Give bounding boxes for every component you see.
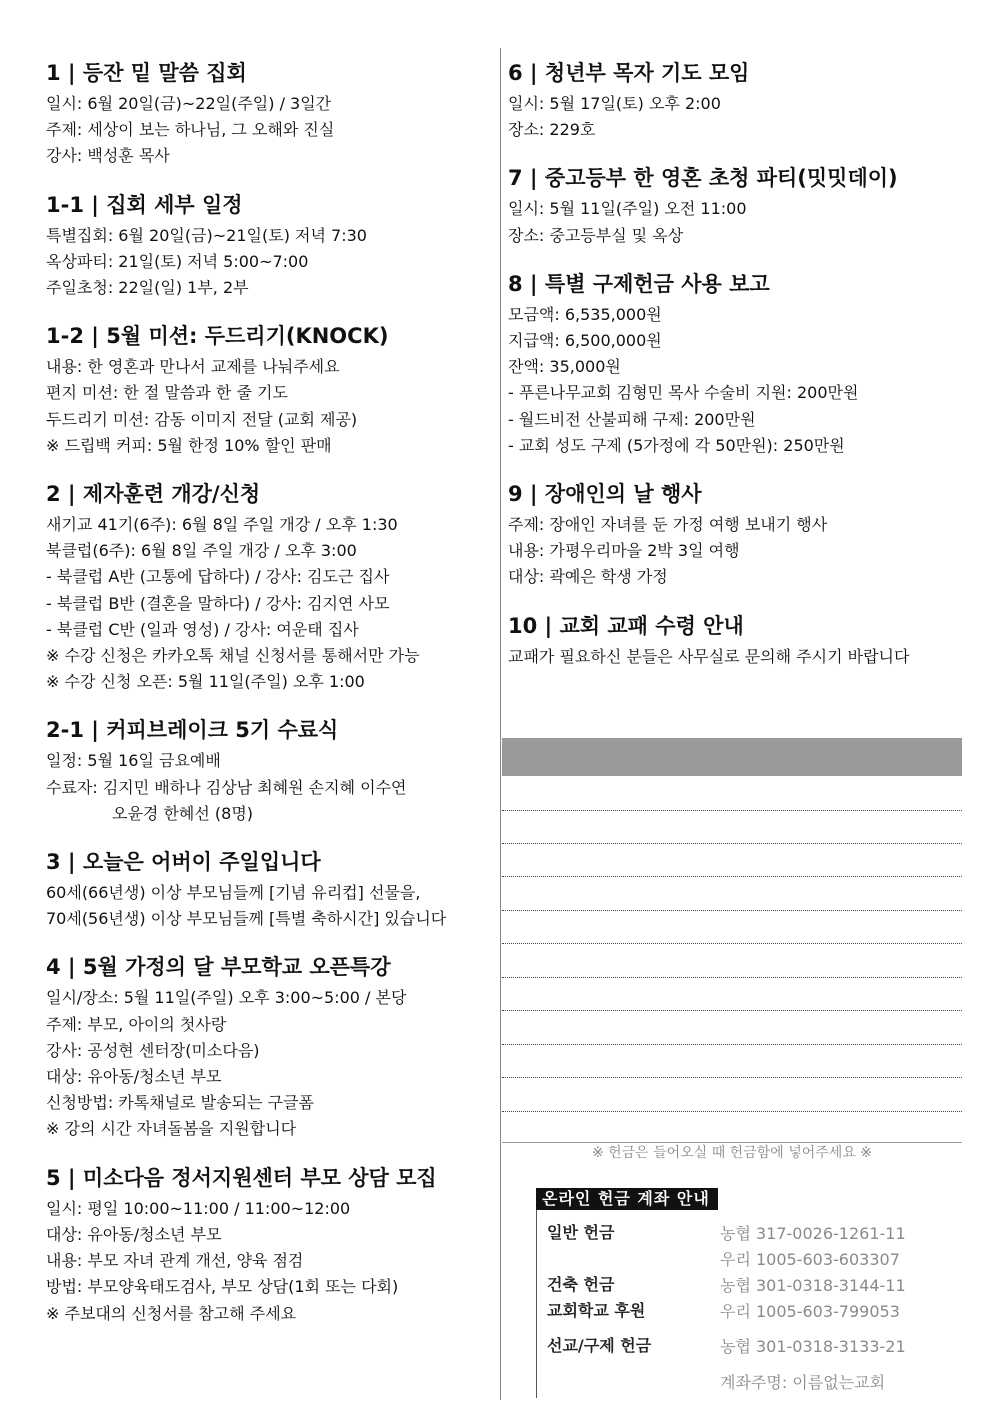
section-line: 지급액: 6,500,000원 [508, 331, 662, 351]
section-10 [508, 611, 962, 670]
section-line: 대상: 유아동/청소년 부모 [46, 1067, 222, 1087]
section-line: 북클럽(6주): 6월 8일 주일 개강 / 오후 3:00 [46, 541, 357, 561]
right-column [508, 58, 962, 690]
section-line: 교패가 필요하신 분들은 사무실로 문의해 주시기 바랍니다 [508, 646, 910, 666]
general-offering-label: 일반 헌금 [547, 1223, 615, 1242]
section-line: 내용: 가평우리마을 2박 3일 여행 [508, 541, 740, 561]
section-line: 70세(56년생) 이상 부모님들께 [특별 축하시간] 있습니다 [46, 909, 447, 929]
section-5 [46, 1163, 494, 1327]
general-account-1: 농협 317-0026-1261-11 [720, 1224, 906, 1243]
left-column [46, 58, 494, 1347]
note-line [502, 1044, 962, 1045]
section-title: 1 | 등잔 밑 말씀 집회 [46, 61, 247, 85]
section-line: 대상: 유아동/청소년 부모 [46, 1224, 222, 1244]
section-9 [508, 479, 962, 591]
section-line: 수료자: 김지민 배하나 김상남 최혜원 손지혜 이수연 [46, 777, 407, 797]
note-line [502, 943, 962, 944]
section-line: 주일초청: 22일(일) 1부, 2부 [46, 278, 249, 298]
section-line: - 북클럽 A반 (고통에 답하다) / 강사: 김도근 집사 [46, 567, 390, 587]
section-line: 장소: 중고등부실 및 옥상 [508, 225, 684, 245]
section-line: 주제: 세상이 보는 하나님, 그 오해와 진실 [46, 120, 335, 140]
section-line: 일시: 5월 11일(주일) 오전 11:00 [508, 199, 747, 219]
section-line: 신청방법: 카톡채널로 발송되는 구글폼 [46, 1093, 314, 1113]
section-2-1 [46, 715, 494, 827]
section-line: 일시: 5월 17일(토) 오후 2:00 [508, 94, 721, 113]
section-1-1 [46, 190, 494, 302]
section-line: ※ 강의 시간 자녀돌봄을 지원합니다 [46, 1119, 297, 1139]
section-line: 대상: 곽예은 학생 가정 [508, 567, 668, 587]
section-line: 일시/장소: 5월 11일(주일) 오후 3:00~5:00 / 본당 [46, 988, 407, 1008]
section-8 [508, 269, 962, 459]
section-1-2 [46, 321, 494, 459]
section-line: 일정: 5월 16일 금요예배 [46, 751, 221, 771]
section-line: 내용: 한 영혼과 만나서 교제를 나눠주세요 [46, 357, 340, 377]
note-line [502, 910, 962, 911]
section-line: 장소: 229호 [508, 120, 596, 140]
note-line [502, 1010, 962, 1011]
section-line: ※ 주보대의 신청서를 참고해 주세요 [46, 1303, 297, 1323]
section-3 [46, 847, 494, 932]
church-school-label: 교회학교 후원 [547, 1301, 646, 1320]
section-title: 10 | 교회 교패 수령 안내 [508, 613, 744, 638]
church-school-account: 우리 1005-603-799053 [720, 1302, 900, 1321]
section-title: 6 | 청년부 목자 기도 모임 [508, 61, 750, 85]
note-line [502, 977, 962, 978]
section-line: 두드리기 미션: 감동 이미지 전달 (교회 제공) [46, 409, 358, 429]
section-line: 일시: 6월 20일(금)~22일(주일) / 3일간 [46, 94, 332, 113]
section-title: 7 | 중고등부 한 영혼 초청 파티(밋밋데이) [508, 166, 898, 191]
section-2 [46, 479, 494, 695]
section-title: 2 | 제자훈련 개강/신청 [46, 482, 261, 507]
section-line: 60세(66년생) 이상 부모님들께 [기념 유리컵] 선물을, [46, 883, 421, 903]
section-line: 일시: 평일 10:00~11:00 / 11:00~12:00 [46, 1198, 351, 1218]
offering-note: ※ 헌금은 들어오실 때 헌금함에 넣어주세요 ※ [591, 1145, 873, 1161]
section-6 [508, 58, 962, 143]
section-line: ※ 드립백 커피: 5월 한정 10% 할인 판매 [46, 435, 332, 455]
account-holder: 계좌주명: 이름없는교회 [720, 1373, 886, 1392]
section-line: 옥상파티: 21일(토) 저녁 5:00~7:00 [46, 251, 309, 271]
notes-header-bar [502, 738, 962, 776]
note-line [502, 876, 962, 877]
section-line: - 교회 성도 구제 (5가정에 각 50만원): 250만원 [508, 435, 845, 455]
section-line: ※ 수강 신청 오픈: 5월 11일(주일) 오후 1:00 [46, 672, 365, 692]
column-divider [500, 48, 501, 1400]
section-line: 강사: 백성훈 목사 [46, 146, 170, 166]
general-account-2: 우리 1005-603-603307 [720, 1250, 900, 1269]
mission-offering-label: 선교/구제 헌금 [547, 1336, 652, 1355]
section-title: 2-1 | 커피브레이크 5기 수료식 [46, 718, 339, 743]
section-line: - 북클럽 C반 (일과 영성) / 강사: 여운태 집사 [46, 619, 359, 639]
section-title: 4 | 5월 가정의 달 부모학교 오픈특강 [46, 955, 391, 980]
section-line: 주제: 부모, 아이의 첫사랑 [46, 1014, 227, 1034]
section-line: 강사: 공성현 센터장(미소다음) [46, 1040, 260, 1060]
section-title: 1-2 | 5월 미션: 두드리기(KNOCK) [46, 324, 389, 349]
section-line: - 푸른나무교회 김형민 목사 수술비 지원: 200만원 [508, 383, 859, 403]
section-title: 3 | 오늘은 어버이 주일입니다 [46, 850, 321, 875]
section-7 [508, 163, 962, 248]
mission-account: 농협 301-0318-3133-21 [720, 1337, 906, 1356]
section-line: 주제: 장애인 자녀를 둔 가정 여행 보내기 행사 [508, 515, 828, 535]
section-title: 9 | 장애인의 날 행사 [508, 482, 702, 507]
section-line: 편지 미션: 한 절 말씀과 한 줄 기도 [46, 383, 288, 403]
section-title: 1-1 | 집회 세부 일정 [46, 192, 243, 217]
section-line: 방법: 부모양육태도검사, 부모 상담(1회 또는 다회) [46, 1277, 399, 1297]
section-title: 5 | 미소다음 정서지원센터 부모 상담 모집 [46, 1165, 437, 1190]
account-header: 온라인 헌금 계좌 안내 [536, 1188, 718, 1210]
section-1 [46, 58, 494, 170]
note-line [502, 1077, 962, 1078]
section-line: 잔액: 35,000원 [508, 357, 621, 377]
section-line: 모금액: 6,535,000원 [508, 304, 662, 324]
section-line: 내용: 부모 자녀 관계 개선, 양육 점검 [46, 1251, 304, 1271]
section-4 [46, 952, 494, 1142]
section-line: 새기교 41기(6주): 6월 8일 주일 개강 / 오후 1:30 [46, 515, 398, 535]
note-line [502, 810, 962, 811]
section-line: - 북클럽 B반 (결혼을 말하다) / 강사: 김지연 사모 [46, 593, 390, 613]
section-line-indent: 오윤경 한혜선 (8명) [112, 803, 254, 823]
building-account: 농협 301-0318-3144-11 [720, 1276, 906, 1295]
note-line [502, 1111, 962, 1112]
building-offering-label: 건축 헌금 [547, 1275, 615, 1294]
note-line [502, 843, 962, 844]
section-line: 특별집회: 6월 20일(금)~21일(토) 저녁 7:30 [46, 225, 367, 245]
section-line: - 월드비전 산불피해 구제: 200만원 [508, 409, 756, 429]
section-title: 8 | 특별 구제헌금 사용 보고 [508, 271, 770, 296]
section-line: ※ 수강 신청은 카카오톡 채널 신청서를 통해서만 가능 [46, 646, 420, 666]
